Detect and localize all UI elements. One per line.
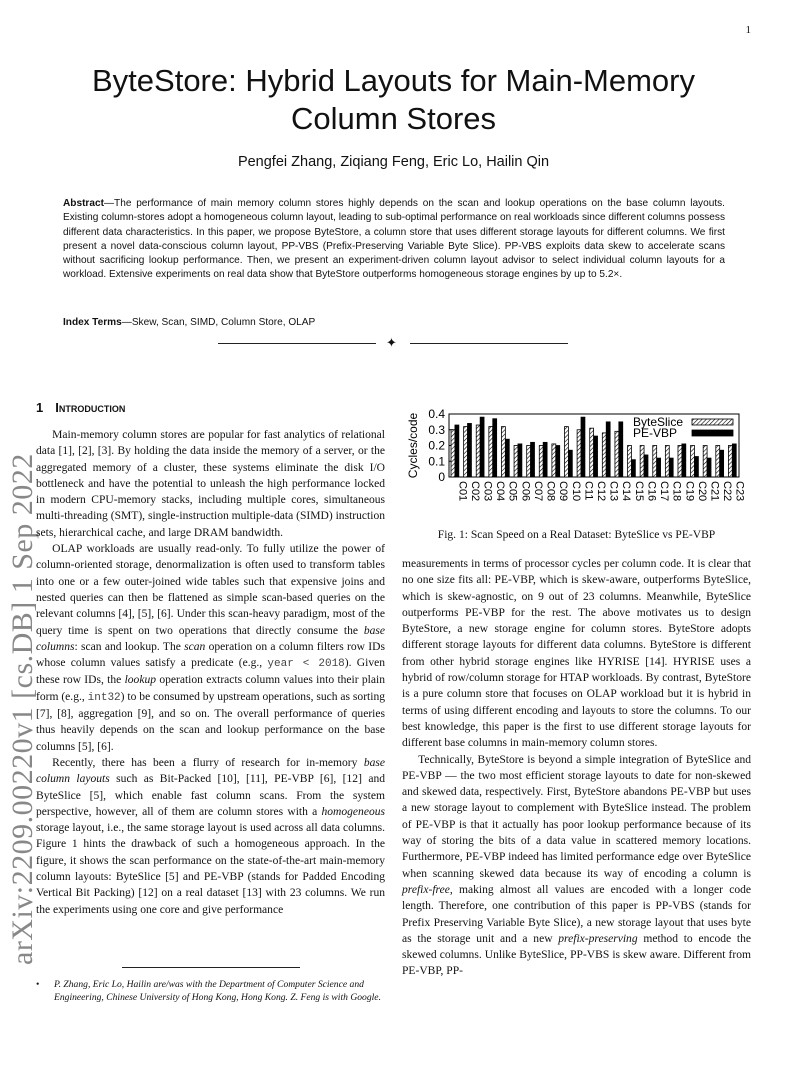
bar-byteslice-c09 bbox=[552, 444, 556, 477]
bar-pe-vbp-c23 bbox=[732, 444, 736, 477]
bar-pe-vbp-c08 bbox=[543, 442, 547, 477]
x-tick-label: C18 bbox=[670, 481, 683, 502]
bar-byteslice-c23 bbox=[728, 446, 732, 478]
x-tick-label: C02 bbox=[468, 481, 481, 502]
divider-ornament: ✦ bbox=[386, 335, 397, 350]
x-tick-label: C04 bbox=[494, 481, 507, 502]
x-tick-label: C16 bbox=[645, 481, 658, 502]
bar-byteslice-c05 bbox=[501, 427, 505, 477]
x-tick-label: C03 bbox=[481, 481, 494, 502]
bar-byteslice-c21 bbox=[703, 446, 707, 478]
bar-byteslice-c11 bbox=[577, 430, 581, 477]
bar-byteslice-c08 bbox=[539, 446, 543, 478]
bar-pe-vbp-c18 bbox=[669, 458, 673, 477]
abstract bbox=[63, 197, 725, 283]
bar-byteslice-c04 bbox=[489, 427, 493, 477]
bar-byteslice-c17 bbox=[653, 446, 657, 478]
bar-byteslice-c15 bbox=[628, 446, 632, 478]
index-terms bbox=[63, 317, 725, 328]
footnote-rule bbox=[122, 967, 300, 968]
bar-byteslice-c13 bbox=[602, 433, 606, 477]
x-tick-label: C01 bbox=[456, 481, 469, 502]
y-axis-label: Cycles/code bbox=[406, 412, 420, 479]
bar-pe-vbp-c11 bbox=[581, 417, 585, 477]
bar-chart bbox=[402, 405, 751, 517]
bar-pe-vbp-c16 bbox=[644, 455, 648, 477]
legend-swatch bbox=[692, 430, 733, 436]
right-column bbox=[402, 556, 751, 980]
paragraph: OLAP workloads are usually read-only. To fully utilize the power of column-oriented storage, denormalization is often used to transform tables into one or a few outer-joined wide tables such that expensive joins and nested queries can then be flattened as simple scan-based queries on the relevant columns [4], [5], [6]. Under this scan-heavy paradigm, most of the query time is spent on two operations that directly consume the base columns: scan and lookup. The scan operation on a column filters row IDs whose column values satisfy a predicate (e.g., year < 2018). Given these row IDs, the lookup operation extracts column values into their plain form (e.g., int32) to be consumed by upstream operations, such as sorting [7], [8], aggregation [9], and so on. The overall performance of queries thus heavily depends on the scan and lookup performance on the base columns [5], [6]. bbox=[36, 543, 386, 753]
section-number: 1 bbox=[36, 400, 44, 415]
divider-left bbox=[218, 343, 376, 344]
y-tick-label: 0.3 bbox=[428, 422, 445, 437]
bar-pe-vbp-c10 bbox=[568, 450, 572, 477]
x-tick-label: C07 bbox=[531, 481, 544, 502]
x-tick-label: C11 bbox=[582, 481, 595, 501]
bar-pe-vbp-c12 bbox=[594, 436, 598, 477]
x-tick-label: C21 bbox=[708, 481, 721, 502]
bar-byteslice-c03 bbox=[476, 425, 480, 477]
bar-pe-vbp-c14 bbox=[619, 422, 623, 477]
bar-pe-vbp-c20 bbox=[694, 457, 698, 477]
paragraph: measurements in terms of processor cycles per column code. It is clear that no one size fits all: PE-VBP, which is skew-aware, outperforms ByteSlice, which is skew-agnostic, on 9 out of 23 columns. Meanwhile, ByteSlice outperforms PE-VBP for the rest. The above motivates us to design ByteStore, a new storage engine for column stores. ByteStore adopts different storage layouts for different data columns. ByteStore is different from other hybrid storage engines like HYRISE [14]. HYRISE uses a hybrid of row/column storage for HTAP workloads. By contrast, ByteStore is a pure column store that focuses on OLAP workload but it is hybrid in terms of using different encoding and layouts to store the columns. To our best knowledge, this paper is the first to use different storage layouts for different base columns in main-memory column stores. bbox=[402, 558, 751, 750]
bar-byteslice-c01 bbox=[451, 430, 455, 477]
left-column bbox=[36, 427, 385, 918]
bar-byteslice-c06 bbox=[514, 446, 518, 478]
arxiv-stamp: arXiv:2209.00220v1 [cs.DB] 1 Sep 2022 bbox=[6, 453, 39, 965]
bar-pe-vbp-c04 bbox=[493, 419, 497, 477]
bar-byteslice-c19 bbox=[678, 446, 682, 478]
page-number: 1 bbox=[745, 24, 751, 36]
legend-label: PE-VBP bbox=[633, 426, 678, 440]
bar-byteslice-c07 bbox=[527, 446, 531, 478]
bar-pe-vbp-c05 bbox=[505, 439, 509, 477]
index-terms-text: —Skew, Scan, SIMD, Column Store, OLAP bbox=[121, 317, 316, 328]
y-tick-label: 0.2 bbox=[428, 438, 445, 453]
x-tick-label: C15 bbox=[632, 481, 645, 502]
legend-swatch bbox=[692, 419, 733, 425]
footnote-text: P. Zhang, Eric Lo, Hailin are/was with the Department of Computer Science and Engineering, Chinese University of Hong Kong, Hong Kong. Z. Feng is with Google. bbox=[54, 979, 381, 1003]
x-tick-label: C06 bbox=[519, 481, 532, 502]
y-tick-label: 0 bbox=[438, 470, 445, 484]
bar-byteslice-c10 bbox=[564, 427, 568, 477]
footnote-bullet: • bbox=[36, 979, 40, 990]
bar-byteslice-c02 bbox=[464, 427, 468, 477]
bar-pe-vbp-c15 bbox=[631, 460, 635, 477]
figure-caption: Fig. 1: Scan Speed on a Real Dataset: ByteSlice vs PE-VBP bbox=[437, 529, 716, 541]
bar-pe-vbp-c07 bbox=[531, 442, 535, 477]
x-tick-label: C22 bbox=[721, 481, 734, 502]
x-tick-label: C23 bbox=[733, 481, 746, 502]
section-heading bbox=[36, 400, 125, 415]
x-tick-label: C08 bbox=[544, 481, 557, 502]
x-tick-label: C14 bbox=[620, 481, 633, 502]
bar-pe-vbp-c19 bbox=[682, 444, 686, 477]
paragraph: Main-memory column stores are popular for fast analytics of relational data [1], [2], [3]. By holding the data inside the memory of a server, or the aggregated memory of a cluster, these systems eliminate the disk I/O bottleneck and have the potential to unleash the high performance locked in modern CPU-memory stacks, including multiple cores, simultaneous multi-threading (SMT), single-instruction multiple-data (SIMD) instruction sets, hierarchical cache, and large DRAM bandwidth. bbox=[36, 429, 385, 539]
divider-right bbox=[410, 343, 568, 344]
x-tick-label: C05 bbox=[506, 481, 519, 502]
bar-pe-vbp-c22 bbox=[720, 450, 724, 477]
x-tick-label: C12 bbox=[595, 481, 607, 502]
x-tick-label: C19 bbox=[683, 481, 696, 502]
bar-byteslice-c20 bbox=[691, 446, 695, 478]
section-title: Introduction bbox=[55, 400, 126, 415]
bar-byteslice-c16 bbox=[640, 446, 644, 478]
bar-pe-vbp-c09 bbox=[556, 446, 560, 478]
bar-pe-vbp-c17 bbox=[657, 458, 661, 477]
abstract-label: Abstract bbox=[63, 198, 104, 209]
y-tick-label: 0.4 bbox=[428, 407, 445, 421]
bar-byteslice-c12 bbox=[590, 428, 594, 477]
x-tick-label: C17 bbox=[658, 481, 671, 502]
footnote bbox=[36, 978, 386, 1004]
bar-pe-vbp-c03 bbox=[480, 417, 484, 477]
bar-pe-vbp-c13 bbox=[606, 422, 610, 477]
bar-pe-vbp-c02 bbox=[468, 423, 472, 477]
x-tick-label: C13 bbox=[607, 481, 620, 502]
paper-title: ByteStore: Hybrid Layouts for Main-Memory Column Stores bbox=[92, 63, 695, 136]
x-tick-label: C10 bbox=[569, 481, 582, 502]
abstract-text: —The performance of main memory column stores highly depends on the scan and lookup operations on the base column layouts. Existing column-stores adopt a homogeneous column layout, leading to sub-optimal performance on real workloads since different columns possess different data characteristics. In this paper, we propose ByteStore, a column store that uses different storage layouts for different columns. We first present a novel data-conscious column layout, PP-VBS (Prefix-Preserving Variable Byte Slice). PP-VBS exploits data skew to accelerate scans without sacrificing lookup performance. Then, we present an experiment-driven column layout advisor to select individual column layouts for a workload. Extensive experiments on real data show that ByteStore outperforms homogeneous storage engines by up to 5.2×. bbox=[63, 198, 725, 281]
paragraph: Recently, there has been a flurry of research for in-memory base column layouts such as Bit-Packed [10], [11], PE-VBP [6], [12] and ByteSlice [5], which enable fast column scans. From the system perspective, however, all of them are column stores with a homogeneous storage layout, i.e., the same storage layout is used across all data columns. Figure 1 hints the drawback of such a homogeneous approach. In the figure, it shows the scan performance on the state-of-the-art main-memory column layouts: ByteSlice [5] and PE-VBP (stands for Padded Encoding Vertical Bit Packing) [12] on a real dataset [13] with 23 columns. We run the experiments using one core and give performance bbox=[36, 756, 385, 916]
index-terms-label: Index Terms bbox=[63, 317, 122, 328]
author-list: Pengfei Zhang, Ziqiang Feng, Eric Lo, Hailin Qin bbox=[237, 154, 550, 170]
bar-pe-vbp-c06 bbox=[518, 444, 522, 477]
legend-label: ByteSlice bbox=[633, 415, 684, 429]
x-tick-label: C09 bbox=[557, 481, 570, 502]
bar-byteslice-c14 bbox=[615, 431, 619, 477]
bar-byteslice-c18 bbox=[665, 446, 669, 478]
bar-byteslice-c22 bbox=[716, 446, 720, 478]
bar-pe-vbp-c01 bbox=[455, 425, 459, 477]
y-tick-label: 0.1 bbox=[428, 454, 445, 469]
bar-pe-vbp-c21 bbox=[707, 458, 711, 477]
paragraph: Technically, ByteStore is beyond a simple integration of ByteSlice and PE-VBP — the two most efficient storage layouts to date for non-skewed and skewed data, respectively. First, ByteStore abandons PE-VBP but uses a new storage layout to complement with ByteSlice instead. The problem of PE-VBP is that it actually has poor lookup performance because of its way of storing the bits of a data value in scattered memory locations. Furthermore, PE-VBP indeed has limited performance edge over ByteSlice when scanning skewed data because its way of encoding a column is prefix-free, making almost all values are encoded with a longer code length. Therefore, one contribution of this paper is PP-VBS (stands for Prefix Preserving Variable Byte Slice), a new storage layout that uses byte as the storage unit and a new prefix-preserving method to encode the skewed columns. Unlike ByteSlice, PP-VBS is skew aware. Different from PE-VBP, PP- bbox=[402, 753, 751, 978]
x-tick-label: C20 bbox=[695, 481, 708, 502]
